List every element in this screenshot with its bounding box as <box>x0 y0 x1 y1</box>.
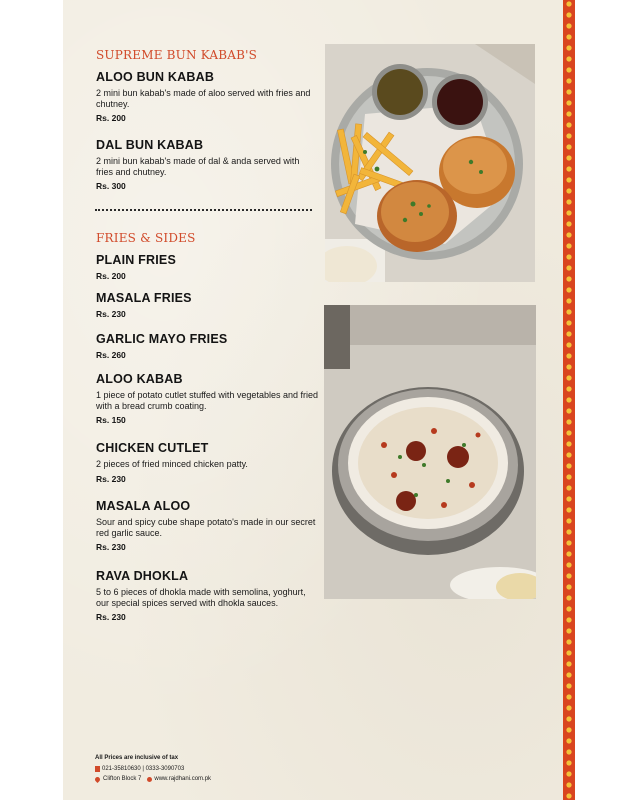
item-desc: Sour and spicy cube shape potato's made in our secret red garlic sauce. <box>96 517 316 538</box>
item-desc: 1 piece of potato cutlet stuffed with vegetables and fried with a bread crumb coating. <box>96 390 318 411</box>
item-name: MASALA FRIES <box>96 291 192 305</box>
menu-item <box>96 253 318 281</box>
location-pin-icon <box>94 775 101 782</box>
tax-note: All Prices are inclusive of tax <box>95 755 179 761</box>
item-price: Rs. 260 <box>96 350 126 360</box>
item-name: PLAIN FRIES <box>96 253 176 267</box>
menu-item <box>96 70 318 123</box>
item-name: CHICKEN CUTLET <box>96 441 209 455</box>
item-price: Rs. 230 <box>96 542 126 552</box>
item-desc: 2 mini bun kabab's made of aloo served with fries and chutney. <box>96 88 311 109</box>
item-price: Rs. 230 <box>96 309 126 319</box>
menu-item <box>96 291 318 319</box>
decorative-border <box>563 0 575 800</box>
item-price: Rs. 230 <box>96 473 126 484</box>
phone-line <box>95 766 184 772</box>
section-title-fries-sides: FRIES & SIDES <box>96 231 196 245</box>
item-name: GARLIC MAYO FRIES <box>96 332 228 346</box>
item-desc: 2 mini bun kabab's made of dal & anda served with fries and chutney. <box>96 156 300 177</box>
item-name: MASALA ALOO <box>96 499 191 513</box>
phone-numbers: 021-35810630 | 0333-3090703 <box>102 766 185 772</box>
item-price: Rs. 200 <box>96 271 126 281</box>
item-desc: 5 to 6 pieces of dhokla made with semolina, yoghurt, our special spices served with dhokla sauces. <box>96 587 306 608</box>
item-name: RAVA DHOKLA <box>96 569 189 583</box>
item-price: Rs. 300 <box>96 181 126 191</box>
address-line <box>95 776 211 782</box>
menu-item <box>96 499 318 552</box>
section-title-bun-kabab: SUPREME BUN KABAB'S <box>96 48 258 62</box>
website-text: www.rajdhani.com.pk <box>154 776 212 782</box>
location-text: Clifton Block 7 <box>103 776 142 782</box>
globe-icon <box>147 777 152 782</box>
menu-item <box>96 138 318 191</box>
item-name: DAL BUN KABAB <box>96 138 204 152</box>
masala-bowl-photo <box>324 305 536 599</box>
item-desc: 2 pieces of fried minced chicken patty. <box>96 459 248 469</box>
item-name: ALOO KABAB <box>96 372 183 386</box>
menu-item <box>96 441 318 484</box>
item-price: Rs. 150 <box>96 415 126 425</box>
menu-item <box>96 372 318 425</box>
item-name: ALOO BUN KABAB <box>96 70 215 84</box>
section-divider <box>95 209 312 211</box>
item-price: Rs. 200 <box>96 113 126 123</box>
menu-item <box>96 569 318 622</box>
bun-kabab-photo <box>325 44 535 282</box>
menu-item <box>96 332 318 360</box>
item-price: Rs. 230 <box>96 612 126 622</box>
phone-icon <box>95 766 100 772</box>
